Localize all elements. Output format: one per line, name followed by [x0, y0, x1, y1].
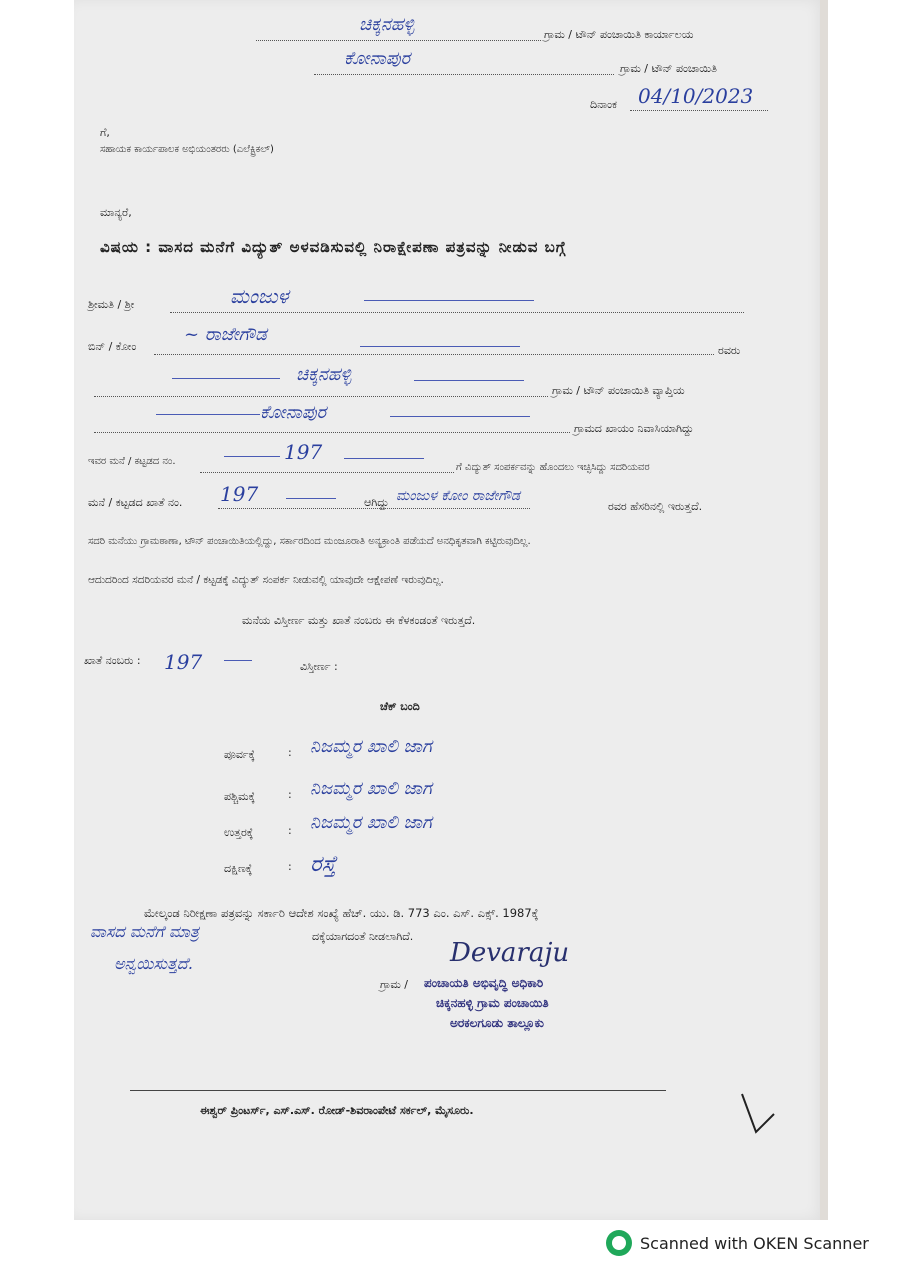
recipient: ಸಹಾಯಕ ಕಾರ್ಯಪಾಲಕ ಅಭಿಯಂತರರು (ಎಲೆಕ್ಟ್ರಿಕಲ್) — [100, 144, 274, 155]
subject-line: ವಿಷಯ : ವಾಸದ ಮನೆಗೆ ವಿದ್ಯುತ್ ಅಳವಡಿಸುವಲ್ಲಿ ನಿರಾಕ್ಷೇಪಣಾ ಪತ್ರವನ್ನು ನೀಡುವ ಬಗ್ಗೆ — [100, 238, 567, 256]
hw-details-khata: 197 — [164, 650, 203, 674]
hw-father-name: ~ ರಾಜೇಗೌಡ — [184, 324, 267, 345]
dotted-line — [170, 312, 744, 313]
dotted-line — [154, 354, 714, 355]
body-line-1: ಸದರಿ ಮನೆಯು ಗ್ರಾಮಠಾಣಾ, ಟೌನ್ ಪಂಚಾಯಿತಿಯಲ್ಲಿದ್ದು, ಸರ್ಕಾರದಿಂದ ಮಂಜೂರಾತಿ ಅನ್ಯಕ್ರಾಂತಿ ಪಡೆಯದೆ ಅನಧಿಕೃತವಾಗಿ ಕಟ್ಟಿರುವುದಿಲ್ಲ. — [88, 536, 531, 547]
document-page — [74, 0, 826, 1220]
hw-village-name-3: ಕೋನಾಪುರ — [260, 402, 327, 423]
boundary-title: ಚೆಕ್ ಬಂದಿ — [380, 700, 420, 713]
hw-stroke — [344, 458, 424, 459]
hw-house-no: 197 — [284, 440, 323, 464]
stamp-line-3: ಅರಕಲಗೂಡು ತಾಲ್ಲೂಕು — [450, 1016, 544, 1030]
colon: : — [288, 860, 292, 873]
paper-edge — [820, 0, 828, 1220]
hw-west: ನಿಜಮ್ಮರ ಖಾಲಿ ಜಾಗ — [310, 778, 432, 799]
details-khata-label: ಖಾತೆ ನಂಬರು : — [84, 654, 141, 667]
hw-khata-no: 197 — [220, 482, 259, 506]
closing-line-2: ದಕ್ಕೆಯಾಗದಂತೆ ನೀಡಲಾಗಿದೆ. — [312, 930, 414, 943]
ravaru-label: ರವರು — [718, 344, 741, 357]
khata-label: ಮನೆ / ಕಟ್ಟಡದ ಖಾತೆ ನಂ. — [88, 496, 183, 509]
hw-stroke — [364, 300, 534, 301]
village-limit-label: ಗ್ರಾಮ / ಟೌನ್ ಪಂಚಾಯಿತಿ ವ್ಯಾಪ್ತಿಯ — [552, 384, 685, 397]
hw-stroke — [172, 378, 280, 379]
north-label: ಉತ್ತರಕ್ಕೆ — [224, 826, 254, 839]
date-label: ದಿನಾಂಕ — [590, 98, 617, 111]
name-label: ಶ್ರೀಮತಿ / ಶ್ರೀ — [88, 298, 135, 311]
house-no-tail: ಗೆ ವಿದ್ಯುತ್ ಸಂಪರ್ಕವನ್ನು ಹೊಂದಲು ಇಚ್ಛಿಸಿದ್ದು ಸದರಿಯವರ — [456, 462, 650, 473]
hw-stroke — [390, 416, 530, 417]
hw-village-name: ಚಿಕ್ಕನಹಳ್ಳಿ — [359, 14, 415, 35]
south-label: ದಕ್ಷಿಣಕ್ಕೆ — [224, 862, 253, 875]
hw-note-line-2: ಅನ್ವಯಿಸುತ್ತದೆ. — [114, 954, 193, 973]
hw-stroke — [224, 456, 280, 457]
hw-stroke — [156, 414, 260, 415]
hw-east: ನಿಜಮ್ಮರ ಖಾಲಿ ಜಾಗ — [310, 736, 432, 757]
house-no-label: ಇವರ ಮನೆ / ಕಟ್ಟಡದ ನಂ. — [88, 456, 176, 467]
hw-note-line-1: ವಾಸದ ಮನೆಗೆ ಮಾತ್ರ — [90, 922, 199, 941]
dotted-line — [630, 110, 768, 111]
father-label: ಬಿನ್ / ಕೋಂ — [88, 340, 137, 353]
area-label: ವಿಸ್ತೀರ್ಣ : — [300, 660, 338, 673]
printer-footer: ಈಶ್ವರ್ ಪ್ರಿಂಟರ್ಸ್, ಎಸ್.ಎಸ್. ರೋಡ್-ಶಿವರಾಂಪೇಟೆ ಸರ್ಕಲ್, ಮೈಸೂರು. — [200, 1104, 474, 1117]
dotted-line — [256, 40, 541, 41]
agiddu-label: ಆಗಿದ್ದು — [364, 496, 389, 509]
body-line-2: ಆದುದರಿಂದ ಸದರಿಯವರ ಮನೆ / ಕಟ್ಟಡಕ್ಕೆ ವಿದ್ಯುತ್ ಸಂಪರ್ಕ ನೀಡುವಲ್ಲಿ ಯಾವುದೇ ಆಕ್ಷೇಪಣೆ ಇರುವುದಿಲ್ಲ. — [88, 574, 444, 586]
hw-stroke — [286, 498, 336, 499]
dotted-line — [94, 396, 548, 397]
dotted-line — [94, 432, 570, 433]
panchayat-label: ಗ್ರಾಮ / ಟೌನ್ ಪಂಚಾಯಿತಿ — [620, 62, 717, 75]
hw-panchayat-name: ಕೋನಾಪುರ — [344, 48, 411, 69]
resident-label: ಗ್ರಾಮದ ಖಾಯಂ ನಿವಾಸಿಯಾಗಿದ್ದು — [574, 422, 694, 435]
scanner-text: Scanned with OKEN Scanner — [640, 1233, 869, 1253]
stamp-line-1: ಪಂಚಾಯತಿ ಅಭಿವೃದ್ಧಿ ಅಧಿಕಾರಿ — [424, 976, 544, 990]
stamp-line-2: ಚಿಕ್ಕನಹಳ್ಳಿ ಗ್ರಾಮ ಪಂಚಾಯಿತಿ — [436, 996, 549, 1010]
owner-tail: ರವರ ಹೆಸರಿನಲ್ಲಿ ಇರುತ್ತದೆ. — [608, 500, 703, 513]
body-line-3: ಮನೆಯ ವಿಸ್ತೀರ್ಣ ಮತ್ತು ಖಾತೆ ನಂಬರು ಈ ಕೆಳಕಂಡಂತೆ ಇರುತ್ತದೆ. — [242, 614, 476, 627]
office-label: ಗ್ರಾಮ / ಟೌನ್ ಪಂಚಾಯಿತಿ ಕಾರ್ಯಾಲಯ — [544, 28, 694, 41]
to-label: ಗೆ, — [100, 126, 110, 139]
footer-rule — [130, 1090, 666, 1091]
hw-north: ನಿಜಮ್ಮರ ಖಾಲಿ ಜಾಗ — [310, 812, 432, 833]
hw-south: ರಸ್ತೆ — [310, 852, 337, 877]
scanner-watermark — [606, 1230, 869, 1256]
hw-stroke — [224, 660, 252, 661]
west-label: ಪಶ್ಚಿಮಕ್ಕೆ — [224, 790, 256, 803]
hw-stroke — [360, 346, 520, 347]
hw-village-name-2: ಚಿಕ್ಕನಹಳ್ಳಿ — [296, 364, 352, 385]
colon: : — [288, 788, 292, 801]
dotted-line — [314, 74, 614, 75]
closing-line-1: ಮೇಲ್ಕಂಡ ನಿರೀಕ್ಷಣಾ ಪತ್ರವನ್ನು ಸರ್ಕಾರಿ ಆದೇಶ ಸಂಖ್ಯೆ ಹೆಚ್. ಯು. ಡಿ. 773 ಎಂ. ಎಸ್. ಎಕ್ಸ್. 1987ಕ್ಕೆ — [144, 906, 539, 920]
sign-prefix: ಗ್ರಾಮ / — [380, 978, 408, 991]
colon: : — [288, 746, 292, 759]
hw-signature: Devaraju — [450, 938, 570, 968]
hw-date: 04/10/2023 — [638, 84, 754, 108]
hw-name: ಮಂಜುಳ — [230, 284, 289, 308]
pen-mark-icon — [734, 1086, 784, 1146]
east-label: ಪೂರ್ವಕ್ಕೆ — [224, 748, 256, 761]
oken-logo-icon — [606, 1230, 632, 1256]
hw-owner-name: ಮಂಜುಳ ಕೋಂ ರಾಜೇಗೌಡ — [396, 488, 520, 504]
dotted-line — [200, 472, 454, 473]
hw-stroke — [414, 380, 524, 381]
salutation: ಮಾನ್ಯರೆ, — [100, 206, 132, 219]
colon: : — [288, 824, 292, 837]
